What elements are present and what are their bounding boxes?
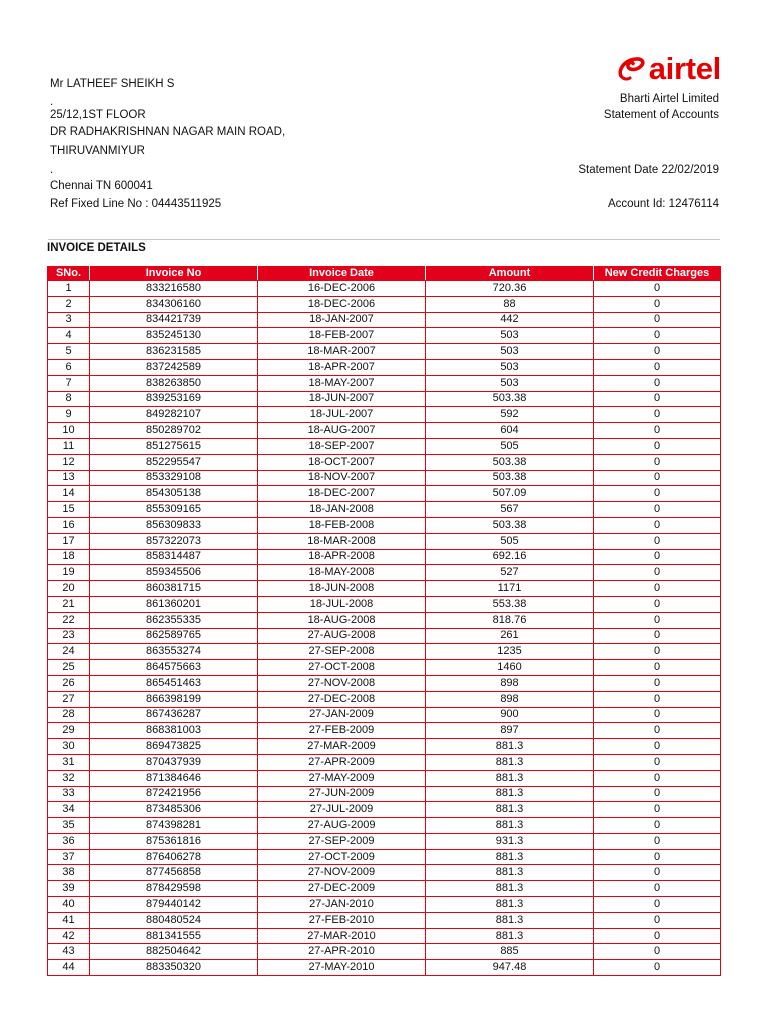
cell-new-credit-charges: 0 <box>594 928 721 944</box>
cell-new-credit-charges: 0 <box>594 344 721 360</box>
cell-invoice-no: 835245130 <box>90 328 258 344</box>
cell-invoice-date: 27-JUN-2009 <box>258 786 426 802</box>
cell-invoice-no: 868381003 <box>90 723 258 739</box>
cell-new-credit-charges: 0 <box>594 454 721 470</box>
cell-sno: 10 <box>48 423 90 439</box>
cell-new-credit-charges: 0 <box>594 881 721 897</box>
cell-sno: 4 <box>48 328 90 344</box>
cell-amount: 503 <box>426 344 594 360</box>
cell-new-credit-charges: 0 <box>594 818 721 834</box>
cell-invoice-no: 876406278 <box>90 849 258 865</box>
cell-new-credit-charges: 0 <box>594 644 721 660</box>
header-sno: SNo. <box>48 267 90 281</box>
cell-invoice-no: 851275615 <box>90 438 258 454</box>
cell-sno: 17 <box>48 533 90 549</box>
cell-new-credit-charges: 0 <box>594 533 721 549</box>
table-row <box>48 549 721 565</box>
table-row <box>48 596 721 612</box>
cell-new-credit-charges: 0 <box>594 833 721 849</box>
cell-invoice-no: 839253169 <box>90 391 258 407</box>
cell-sno: 38 <box>48 865 90 881</box>
cell-invoice-date: 18-NOV-2007 <box>258 470 426 486</box>
document-title: Statement of Accounts <box>603 109 719 121</box>
cell-new-credit-charges: 0 <box>594 407 721 423</box>
table-row <box>48 833 721 849</box>
cell-amount: 503.38 <box>426 391 594 407</box>
table-row <box>48 644 721 660</box>
cell-invoice-date: 18-MAR-2007 <box>258 344 426 360</box>
cell-invoice-no: 860381715 <box>90 581 258 597</box>
cell-amount: 881.3 <box>426 849 594 865</box>
cell-invoice-date: 18-APR-2007 <box>258 359 426 375</box>
cell-invoice-date: 18-JUL-2008 <box>258 596 426 612</box>
cell-sno: 20 <box>48 581 90 597</box>
cell-amount: 503 <box>426 375 594 391</box>
table-row <box>48 723 721 739</box>
table-row <box>48 628 721 644</box>
airtel-logo-text: airtel <box>648 51 721 86</box>
cell-new-credit-charges: 0 <box>594 612 721 628</box>
cell-invoice-no: 862355335 <box>90 612 258 628</box>
cell-new-credit-charges: 0 <box>594 296 721 312</box>
customer-name: Mr LATHEEF SHEIKH S <box>50 78 175 90</box>
cell-amount: 692.16 <box>426 549 594 565</box>
cell-invoice-date: 18-AUG-2007 <box>258 423 426 439</box>
table-row <box>48 675 721 691</box>
cell-new-credit-charges: 0 <box>594 502 721 518</box>
table-row <box>48 691 721 707</box>
cell-amount: 527 <box>426 565 594 581</box>
table-row <box>48 581 721 597</box>
cell-new-credit-charges: 0 <box>594 470 721 486</box>
table-row <box>48 407 721 423</box>
table-row <box>48 944 721 960</box>
cell-invoice-date: 27-SEP-2008 <box>258 644 426 660</box>
cell-new-credit-charges: 0 <box>594 691 721 707</box>
cell-invoice-date: 27-DEC-2009 <box>258 881 426 897</box>
cell-new-credit-charges: 0 <box>594 375 721 391</box>
cell-amount: 442 <box>426 312 594 328</box>
cell-new-credit-charges: 0 <box>594 770 721 786</box>
cell-amount: 900 <box>426 707 594 723</box>
cell-invoice-date: 27-MAR-2009 <box>258 739 426 755</box>
cell-amount: 505 <box>426 438 594 454</box>
cell-new-credit-charges: 0 <box>594 739 721 755</box>
table-header-row <box>48 267 721 281</box>
cell-amount: 881.3 <box>426 912 594 928</box>
cell-sno: 26 <box>48 675 90 691</box>
cell-invoice-date: 18-DEC-2007 <box>258 486 426 502</box>
cell-sno: 37 <box>48 849 90 865</box>
header-amount: Amount <box>426 267 594 281</box>
table-row <box>48 865 721 881</box>
address-dot: . <box>50 96 54 108</box>
table-row <box>48 517 721 533</box>
cell-sno: 7 <box>48 375 90 391</box>
cell-invoice-no: 854305138 <box>90 486 258 502</box>
cell-invoice-date: 18-OCT-2007 <box>258 454 426 470</box>
address-line-3: THIRUVANMIYUR <box>50 145 145 157</box>
cell-invoice-date: 27-AUG-2008 <box>258 628 426 644</box>
cell-invoice-no: 883350320 <box>90 960 258 976</box>
cell-sno: 43 <box>48 944 90 960</box>
airtel-logo <box>616 52 721 86</box>
cell-amount: 881.3 <box>426 865 594 881</box>
cell-amount: 604 <box>426 423 594 439</box>
cell-sno: 30 <box>48 739 90 755</box>
cell-invoice-no: 873485306 <box>90 802 258 818</box>
cell-new-credit-charges: 0 <box>594 391 721 407</box>
address-dot: . <box>50 164 54 176</box>
cell-amount: 503.38 <box>426 454 594 470</box>
cell-amount: 261 <box>426 628 594 644</box>
cell-amount: 592 <box>426 407 594 423</box>
cell-sno: 19 <box>48 565 90 581</box>
cell-sno: 13 <box>48 470 90 486</box>
table-row <box>48 344 721 360</box>
cell-sno: 25 <box>48 660 90 676</box>
cell-new-credit-charges: 0 <box>594 944 721 960</box>
table-row <box>48 928 721 944</box>
cell-invoice-date: 18-AUG-2008 <box>258 612 426 628</box>
cell-amount: 881.3 <box>426 739 594 755</box>
cell-invoice-no: 881341555 <box>90 928 258 944</box>
cell-amount: 505 <box>426 533 594 549</box>
cell-invoice-no: 871384646 <box>90 770 258 786</box>
table-row <box>48 281 721 297</box>
cell-sno: 31 <box>48 754 90 770</box>
cell-sno: 41 <box>48 912 90 928</box>
cell-amount: 881.3 <box>426 928 594 944</box>
cell-invoice-date: 16-DEC-2006 <box>258 281 426 297</box>
cell-invoice-no: 879440142 <box>90 897 258 913</box>
cell-sno: 28 <box>48 707 90 723</box>
address-city: Chennai TN 600041 <box>50 180 153 192</box>
cell-amount: 507.09 <box>426 486 594 502</box>
cell-amount: 881.3 <box>426 802 594 818</box>
table-row <box>48 739 721 755</box>
table-row <box>48 438 721 454</box>
table-row <box>48 359 721 375</box>
cell-new-credit-charges: 0 <box>594 438 721 454</box>
cell-invoice-date: 27-SEP-2009 <box>258 833 426 849</box>
cell-amount: 503.38 <box>426 470 594 486</box>
cell-sno: 40 <box>48 897 90 913</box>
table-row <box>48 786 721 802</box>
invoice-table <box>47 266 721 976</box>
cell-invoice-no: 862589765 <box>90 628 258 644</box>
cell-sno: 36 <box>48 833 90 849</box>
table-row <box>48 802 721 818</box>
cell-sno: 33 <box>48 786 90 802</box>
cell-invoice-no: 869473825 <box>90 739 258 755</box>
cell-invoice-no: 877456858 <box>90 865 258 881</box>
cell-invoice-date: 18-JAN-2008 <box>258 502 426 518</box>
cell-invoice-date: 18-JUN-2007 <box>258 391 426 407</box>
cell-invoice-date: 18-FEB-2008 <box>258 517 426 533</box>
cell-invoice-no: 833216580 <box>90 281 258 297</box>
cell-amount: 881.3 <box>426 770 594 786</box>
ref-fixed-line: Ref Fixed Line No : 04443511925 <box>50 198 222 210</box>
cell-invoice-date: 18-JAN-2007 <box>258 312 426 328</box>
cell-invoice-date: 27-JAN-2010 <box>258 897 426 913</box>
cell-amount: 1235 <box>426 644 594 660</box>
cell-invoice-no: 857322073 <box>90 533 258 549</box>
table-row <box>48 770 721 786</box>
cell-sno: 27 <box>48 691 90 707</box>
cell-new-credit-charges: 0 <box>594 912 721 928</box>
cell-new-credit-charges: 0 <box>594 423 721 439</box>
table-row <box>48 502 721 518</box>
cell-amount: 881.3 <box>426 881 594 897</box>
cell-invoice-no: 837242589 <box>90 359 258 375</box>
cell-invoice-no: 850289702 <box>90 423 258 439</box>
cell-sno: 12 <box>48 454 90 470</box>
cell-new-credit-charges: 0 <box>594 517 721 533</box>
cell-new-credit-charges: 0 <box>594 786 721 802</box>
cell-invoice-no: 872421956 <box>90 786 258 802</box>
cell-invoice-date: 18-JUN-2008 <box>258 581 426 597</box>
cell-new-credit-charges: 0 <box>594 960 721 976</box>
cell-sno: 22 <box>48 612 90 628</box>
table-row <box>48 565 721 581</box>
cell-invoice-date: 27-OCT-2008 <box>258 660 426 676</box>
cell-sno: 6 <box>48 359 90 375</box>
cell-invoice-no: 834421739 <box>90 312 258 328</box>
table-row <box>48 391 721 407</box>
airtel-swirl-icon <box>616 56 646 82</box>
cell-invoice-date: 27-FEB-2009 <box>258 723 426 739</box>
cell-new-credit-charges: 0 <box>594 754 721 770</box>
cell-invoice-no: 880480524 <box>90 912 258 928</box>
cell-sno: 15 <box>48 502 90 518</box>
cell-invoice-no: 838263850 <box>90 375 258 391</box>
cell-invoice-no: 858314487 <box>90 549 258 565</box>
header-new-credit-charges: New Credit Charges <box>594 267 721 281</box>
section-divider <box>48 239 720 240</box>
cell-new-credit-charges: 0 <box>594 675 721 691</box>
cell-amount: 931.3 <box>426 833 594 849</box>
cell-amount: 881.3 <box>426 818 594 834</box>
cell-amount: 881.3 <box>426 754 594 770</box>
cell-invoice-no: 878429598 <box>90 881 258 897</box>
cell-invoice-date: 27-APR-2010 <box>258 944 426 960</box>
table-row <box>48 754 721 770</box>
cell-invoice-no: 861360201 <box>90 596 258 612</box>
cell-invoice-no: 867436287 <box>90 707 258 723</box>
cell-amount: 897 <box>426 723 594 739</box>
cell-amount: 503 <box>426 359 594 375</box>
cell-new-credit-charges: 0 <box>594 707 721 723</box>
cell-amount: 88 <box>426 296 594 312</box>
cell-new-credit-charges: 0 <box>594 359 721 375</box>
table-row <box>48 960 721 976</box>
table-row <box>48 486 721 502</box>
cell-amount: 898 <box>426 675 594 691</box>
cell-new-credit-charges: 0 <box>594 802 721 818</box>
cell-sno: 35 <box>48 818 90 834</box>
cell-invoice-no: 859345506 <box>90 565 258 581</box>
cell-sno: 32 <box>48 770 90 786</box>
table-row <box>48 470 721 486</box>
cell-sno: 23 <box>48 628 90 644</box>
cell-invoice-no: 834306160 <box>90 296 258 312</box>
cell-invoice-no: 874398281 <box>90 818 258 834</box>
cell-invoice-no: 882504642 <box>90 944 258 960</box>
cell-new-credit-charges: 0 <box>594 328 721 344</box>
cell-new-credit-charges: 0 <box>594 897 721 913</box>
cell-sno: 42 <box>48 928 90 944</box>
header-invoice-no: Invoice No <box>90 267 258 281</box>
cell-sno: 29 <box>48 723 90 739</box>
cell-amount: 503.38 <box>426 517 594 533</box>
cell-new-credit-charges: 0 <box>594 565 721 581</box>
cell-sno: 39 <box>48 881 90 897</box>
cell-invoice-date: 27-NOV-2008 <box>258 675 426 691</box>
cell-invoice-no: 864575663 <box>90 660 258 676</box>
cell-invoice-date: 27-JAN-2009 <box>258 707 426 723</box>
cell-invoice-date: 18-DEC-2006 <box>258 296 426 312</box>
invoice-table-body <box>48 281 721 976</box>
table-row <box>48 818 721 834</box>
cell-amount: 898 <box>426 691 594 707</box>
cell-sno: 8 <box>48 391 90 407</box>
cell-invoice-no: 875361816 <box>90 833 258 849</box>
cell-sno: 21 <box>48 596 90 612</box>
cell-amount: 503 <box>426 328 594 344</box>
cell-invoice-date: 18-MAY-2007 <box>258 375 426 391</box>
cell-invoice-date: 27-OCT-2009 <box>258 849 426 865</box>
cell-invoice-date: 27-APR-2009 <box>258 754 426 770</box>
cell-sno: 3 <box>48 312 90 328</box>
cell-invoice-date: 18-SEP-2007 <box>258 438 426 454</box>
cell-invoice-no: 870437939 <box>90 754 258 770</box>
cell-invoice-date: 18-MAR-2008 <box>258 533 426 549</box>
cell-invoice-date: 27-MAY-2010 <box>258 960 426 976</box>
cell-new-credit-charges: 0 <box>594 596 721 612</box>
address-line-1: 25/12,1ST FLOOR <box>50 109 146 121</box>
cell-invoice-date: 18-JUL-2007 <box>258 407 426 423</box>
cell-invoice-date: 27-MAY-2009 <box>258 770 426 786</box>
cell-sno: 24 <box>48 644 90 660</box>
cell-new-credit-charges: 0 <box>594 486 721 502</box>
cell-invoice-no: 852295547 <box>90 454 258 470</box>
cell-amount: 881.3 <box>426 897 594 913</box>
table-row <box>48 296 721 312</box>
cell-invoice-date: 18-MAY-2008 <box>258 565 426 581</box>
cell-amount: 720.36 <box>426 281 594 297</box>
cell-sno: 11 <box>48 438 90 454</box>
cell-amount: 947.48 <box>426 960 594 976</box>
cell-sno: 5 <box>48 344 90 360</box>
table-row <box>48 897 721 913</box>
cell-sno: 18 <box>48 549 90 565</box>
cell-amount: 553.38 <box>426 596 594 612</box>
cell-invoice-no: 836231585 <box>90 344 258 360</box>
cell-new-credit-charges: 0 <box>594 628 721 644</box>
table-row <box>48 454 721 470</box>
company-name: Bharti Airtel Limited <box>619 93 719 105</box>
cell-sno: 2 <box>48 296 90 312</box>
table-row <box>48 328 721 344</box>
cell-new-credit-charges: 0 <box>594 281 721 297</box>
cell-sno: 9 <box>48 407 90 423</box>
cell-invoice-date: 27-FEB-2010 <box>258 912 426 928</box>
cell-invoice-no: 865451463 <box>90 675 258 691</box>
cell-amount: 818.76 <box>426 612 594 628</box>
table-row <box>48 881 721 897</box>
cell-invoice-no: 863553274 <box>90 644 258 660</box>
statement-date: Statement Date 22/02/2019 <box>578 164 719 176</box>
cell-new-credit-charges: 0 <box>594 660 721 676</box>
cell-invoice-date: 18-FEB-2007 <box>258 328 426 344</box>
cell-invoice-date: 18-APR-2008 <box>258 549 426 565</box>
cell-invoice-date: 27-AUG-2009 <box>258 818 426 834</box>
cell-new-credit-charges: 0 <box>594 849 721 865</box>
table-row <box>48 707 721 723</box>
table-row <box>48 375 721 391</box>
cell-invoice-no: 866398199 <box>90 691 258 707</box>
section-title: INVOICE DETAILS <box>47 242 146 254</box>
cell-amount: 567 <box>426 502 594 518</box>
cell-new-credit-charges: 0 <box>594 581 721 597</box>
cell-sno: 34 <box>48 802 90 818</box>
cell-new-credit-charges: 0 <box>594 549 721 565</box>
cell-invoice-no: 853329108 <box>90 470 258 486</box>
table-row <box>48 849 721 865</box>
cell-sno: 16 <box>48 517 90 533</box>
cell-sno: 44 <box>48 960 90 976</box>
cell-sno: 14 <box>48 486 90 502</box>
table-row <box>48 312 721 328</box>
table-row <box>48 912 721 928</box>
account-id: Account Id: 12476114 <box>607 198 719 210</box>
cell-amount: 1171 <box>426 581 594 597</box>
table-row <box>48 423 721 439</box>
table-row <box>48 660 721 676</box>
cell-invoice-date: 27-MAR-2010 <box>258 928 426 944</box>
cell-new-credit-charges: 0 <box>594 312 721 328</box>
address-line-2: DR RADHAKRISHNAN NAGAR MAIN ROAD, <box>50 126 286 138</box>
cell-new-credit-charges: 0 <box>594 723 721 739</box>
cell-invoice-date: 27-JUL-2009 <box>258 802 426 818</box>
cell-invoice-no: 856309833 <box>90 517 258 533</box>
cell-invoice-no: 855309165 <box>90 502 258 518</box>
cell-invoice-date: 27-NOV-2009 <box>258 865 426 881</box>
cell-sno: 1 <box>48 281 90 297</box>
cell-amount: 1460 <box>426 660 594 676</box>
table-row <box>48 612 721 628</box>
cell-amount: 881.3 <box>426 786 594 802</box>
header-invoice-date: Invoice Date <box>258 267 426 281</box>
cell-invoice-date: 27-DEC-2008 <box>258 691 426 707</box>
table-row <box>48 533 721 549</box>
cell-new-credit-charges: 0 <box>594 865 721 881</box>
cell-invoice-no: 849282107 <box>90 407 258 423</box>
cell-amount: 885 <box>426 944 594 960</box>
